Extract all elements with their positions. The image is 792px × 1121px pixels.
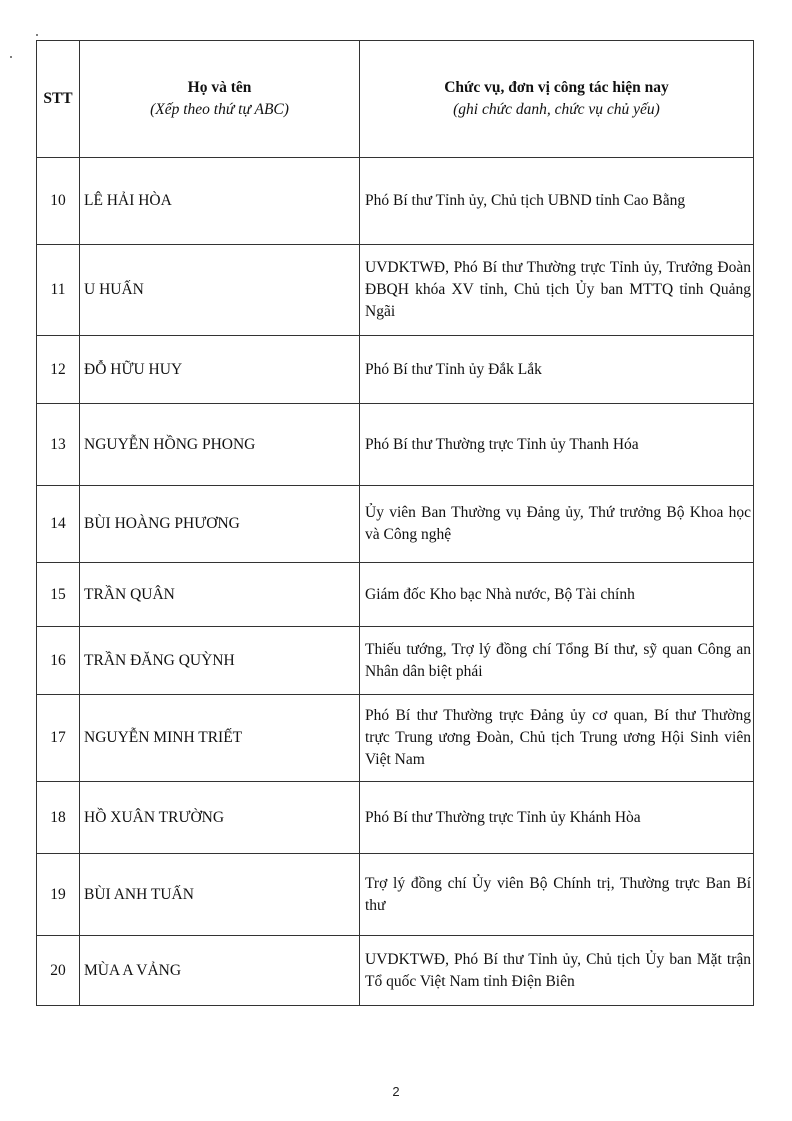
- row-name: LÊ HẢI HÒA: [80, 158, 360, 245]
- page-number: 2: [392, 1084, 400, 1099]
- row-position: Giám đốc Kho bạc Nhà nước, Bộ Tài chính: [360, 563, 754, 627]
- header-stt: STT: [37, 41, 80, 158]
- row-stt: 15: [37, 563, 80, 627]
- table-row: [37, 627, 754, 695]
- row-position: Trợ lý đồng chí Ủy viên Bộ Chính trị, Thường trực Ban Bí thư: [360, 854, 754, 936]
- table-row: [37, 563, 754, 627]
- scan-speck: [10, 56, 12, 58]
- table-row: [37, 245, 754, 336]
- table-row: [37, 782, 754, 854]
- row-name: BÙI HOÀNG PHƯƠNG: [80, 486, 360, 563]
- scan-speck: [36, 34, 38, 36]
- table-row: [37, 404, 754, 486]
- header-name-note: (Xếp theo thứ tự ABC): [150, 101, 289, 118]
- row-name: TRẦN QUÂN: [80, 563, 360, 627]
- header-name-title: Họ và tên: [187, 79, 252, 96]
- row-position: Thiếu tướng, Trợ lý đồng chí Tổng Bí thư, sỹ quan Công an Nhân dân biệt phái: [360, 627, 754, 695]
- row-name: U HUẤN: [80, 245, 360, 336]
- row-stt: 11: [37, 245, 80, 336]
- row-position: Ủy viên Ban Thường vụ Đảng ủy, Thứ trưởng Bộ Khoa học và Công nghệ: [360, 486, 754, 563]
- candidate-table: [36, 40, 754, 1006]
- table-row: [37, 336, 754, 404]
- header-position: [360, 41, 754, 158]
- table-row: [37, 486, 754, 563]
- header-position-title: Chức vụ, đơn vị công tác hiện nay: [444, 79, 669, 96]
- row-stt: 16: [37, 627, 80, 695]
- row-position: UVDKTWĐ, Phó Bí thư Tỉnh ủy, Chủ tịch Ủy ban Mặt trận Tổ quốc Việt Nam tỉnh Điện Biên: [360, 936, 754, 1006]
- table-row: [37, 695, 754, 782]
- row-position: Phó Bí thư Tỉnh ủy, Chủ tịch UBND tỉnh Cao Bằng: [360, 158, 754, 245]
- row-stt: 19: [37, 854, 80, 936]
- table-row: [37, 158, 754, 245]
- table-row: [37, 936, 754, 1006]
- row-name: ĐỖ HỮU HUY: [80, 336, 360, 404]
- row-stt: 17: [37, 695, 80, 782]
- row-stt: 20: [37, 936, 80, 1006]
- row-stt: 18: [37, 782, 80, 854]
- row-stt: 10: [37, 158, 80, 245]
- row-stt: 13: [37, 404, 80, 486]
- row-name: HỒ XUÂN TRƯỜNG: [80, 782, 360, 854]
- row-position: UVDKTWĐ, Phó Bí thư Thường trực Tỉnh ủy, Trưởng Đoàn ĐBQH khóa XV tỉnh, Chủ tịch Ủy ban MTTQ tỉnh Quảng Ngãi: [360, 245, 754, 336]
- row-name: BÙI ANH TUẤN: [80, 854, 360, 936]
- row-position: Phó Bí thư Thường trực Đảng ủy cơ quan, Bí thư Thường trực Trung ương Đoàn, Chủ tịch Trung ương Hội Sinh viên Việt Nam: [360, 695, 754, 782]
- row-stt: 12: [37, 336, 80, 404]
- header-position-note: (ghi chức danh, chức vụ chủ yếu): [453, 101, 660, 118]
- table-row: [37, 854, 754, 936]
- row-name: NGUYỄN MINH TRIẾT: [80, 695, 360, 782]
- row-position: Phó Bí thư Thường trực Tỉnh ủy Thanh Hóa: [360, 404, 754, 486]
- row-name: MÙA A VẢNG: [80, 936, 360, 1006]
- row-position: Phó Bí thư Thường trực Tỉnh ủy Khánh Hòa: [360, 782, 754, 854]
- header-name: [80, 41, 360, 158]
- row-stt: 14: [37, 486, 80, 563]
- row-name: TRẦN ĐĂNG QUỲNH: [80, 627, 360, 695]
- row-position: Phó Bí thư Tỉnh ủy Đắk Lắk: [360, 336, 754, 404]
- table-header-row: [37, 41, 754, 158]
- row-name: NGUYỄN HỒNG PHONG: [80, 404, 360, 486]
